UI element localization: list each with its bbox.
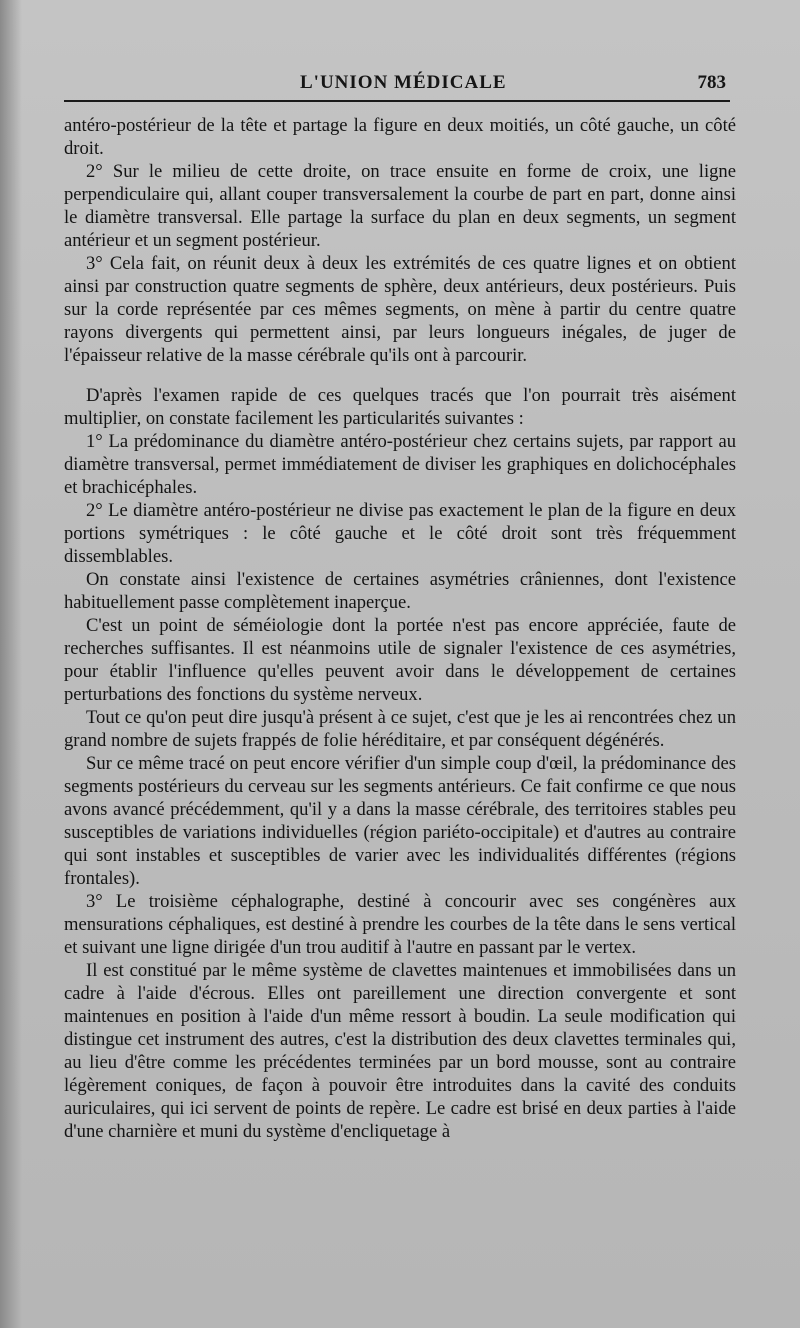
paragraph: 1° La prédominance du diamètre antéro-postérieur chez certains sujets, par rapport au diamètre transversal, permet immédiatement de diviser les graphiques en dolichocéphales et brachicéphales. [64, 431, 736, 498]
header-rule [64, 100, 730, 102]
paragraph: 2° Le diamètre antéro-postérieur ne divise pas exactement le plan de la figure en deux portions symétriques : le côté gauche et le côté droit sont très fréquemment dissemblables. [64, 500, 736, 567]
paragraph: 3° Cela fait, on réunit deux à deux les extrémités de ces quatre lignes et on obtient ainsi par construction quatre segments de sphère, deux antérieurs, deux postérieurs. Puis sur la corde représentée par ces mêmes segments, on mène à partir du centre quatre rayons divergents qui permettent ainsi, par leurs longueurs inégales, de juger de l'épaisseur relative de la masse cérébrale qu'ils ont à parcourir. [64, 253, 736, 366]
binding-shadow [0, 0, 22, 1328]
paragraph: antéro-postérieur de la tête et partage la figure en deux moitiés, un côté gauche, un côté droit. [64, 115, 736, 159]
paragraph: 2° Sur le milieu de cette droite, on trace ensuite en forme de croix, une ligne perpendiculaire qui, allant couper transversalement la courbe de part en part, donne ainsi le diamètre transversal. Elle partage la surface du plan en deux segments, un segment antérieur et un segment postérieur. [64, 161, 736, 251]
paragraph: On constate ainsi l'existence de certaines asymétries crâniennes, dont l'existence habituellement passe complètement inaperçue. [64, 569, 736, 613]
page-header [64, 68, 730, 102]
paragraph: Tout ce qu'on peut dire jusqu'à présent à ce sujet, c'est que je les ai rencontrées chez un grand nombre de sujets frappés de folie héréditaire, et par conséquent dégénérés. [64, 707, 736, 751]
paragraph: Sur ce même tracé on peut encore vérifier d'un simple coup d'œil, la prédominance des segments postérieurs du cerveau sur les segments antérieurs. Ce fait confirme ce que nous avons avancé précédemment, qu'il y a dans la masse cérébrale, des territoires stables peu susceptibles de variations individuelles (région pariéto-occipitale) et d'autres au contraire qui sont instables et susceptibles de varier avec les individualités différentes (régions frontales). [64, 753, 736, 889]
page-number: 783 [697, 72, 726, 93]
paragraph: Il est constitué par le même système de clavettes maintenues et immobilisées dans un cadre à l'aide d'écrous. Elles ont pareillement une direction convergente et sont maintenues en position à l'aide d'un même ressort à boudin. La seule modification qui distingue cet instrument des autres, c'est la distribution des deux clavettes terminales qui, au lieu d'être comme les précédentes terminées par un bord mousse, sont au contraire légèrement coniques, de façon à pouvoir être introduites dans la cavité des conduits auriculaires, qui ici servent de points de repère. Le cadre est brisé en deux parties à l'aide d'une charnière et muni du système d'encliquetage à [64, 960, 736, 1142]
paragraph: C'est un point de séméiologie dont la portée n'est pas encore appréciée, faute de recherches suffisantes. Il est néanmoins utile de signaler l'existence de ces asymétries, pour établir l'influence qu'elles peuvent avoir dans le développement de certaines perturbations des fonctions du système nerveux. [64, 615, 736, 705]
paragraph: 3° Le troisième céphalographe, destiné à concourir avec ses congénères aux mensurations céphaliques, est destiné à prendre les courbes de la tête dans le sens vertical et suivant une ligne dirigée d'un trou auditif à l'autre en passant par le vertex. [64, 891, 736, 958]
article-body [64, 114, 736, 1143]
paragraph: D'après l'examen rapide de ces quelques tracés que l'on pourrait très aisément multiplier, on constate facilement les particularités suivantes : [64, 385, 736, 429]
running-title: L'UNION MÉDICALE [300, 72, 507, 93]
